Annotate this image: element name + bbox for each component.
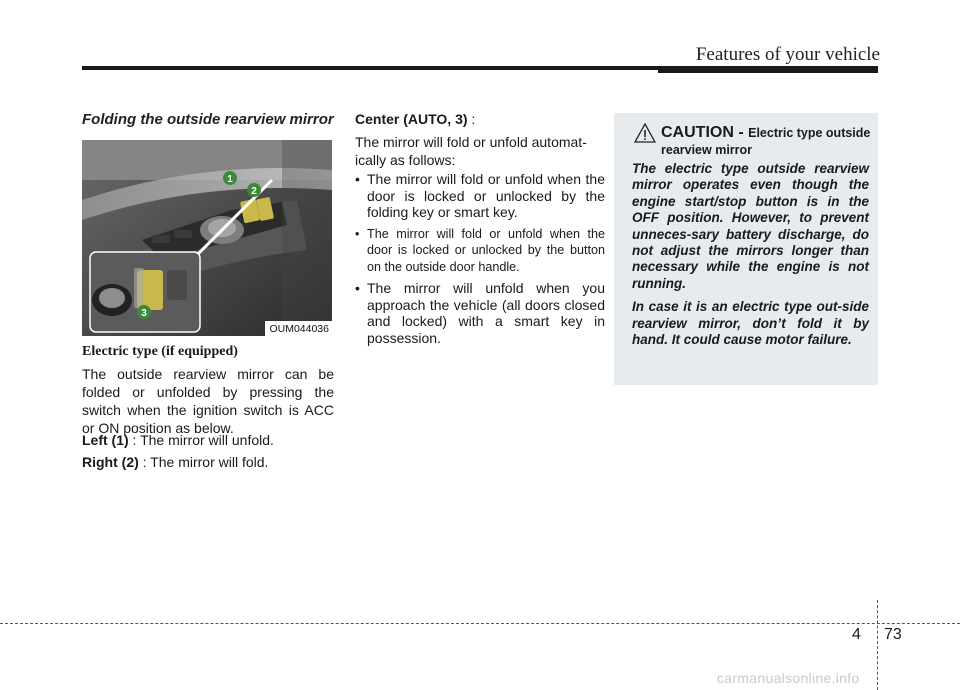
right-function [82, 454, 268, 470]
right-label: Right (2) [82, 454, 139, 470]
watermark: carmanualsonline.info [717, 670, 860, 686]
auto-fold-list [355, 171, 605, 351]
caution-label: CAUTION - [661, 124, 749, 141]
list-item: • The mirror will fold or unfold when the door is locked or unlocked by the button on the outside door handle. [355, 226, 605, 276]
page-number: 73 [884, 626, 902, 643]
center-auto-heading [355, 111, 475, 127]
callout-2: 2 [251, 186, 257, 197]
center-auto-label: Center (AUTO, 3) [355, 111, 468, 127]
caution-text [632, 161, 869, 355]
figure-code: OUM044036 [265, 321, 332, 336]
warning-triangle-icon [634, 123, 656, 143]
footer-vertical-divider [877, 600, 878, 690]
caution-title [661, 124, 871, 159]
mirror-switch-figure [82, 140, 332, 336]
caution-paragraph-2: In case it is an electric type out-side rearview mirror, don’t fold it by hand. It could cause motor failure. [632, 299, 869, 348]
footer-divider [0, 623, 960, 624]
caution-box [614, 113, 878, 385]
caution-subject: Electric type outside rearview mirror [661, 126, 871, 157]
callout-1: 1 [227, 174, 233, 185]
electric-type-body: The outside rearview mirror can be folded or unfolded by pressing the switch when the ignition switch is ACC or ON position as below. [82, 366, 334, 436]
left-label: Left (1) [82, 432, 129, 448]
list-item: • The mirror will fold or unfold when the door is locked or unlocked by the folding key or smart key. [355, 171, 605, 221]
list-item: • The mirror will unfold when you approach the vehicle (all doors closed and locked) with a smart key in possession. [355, 280, 605, 346]
caution-paragraph-1: The electric type outside rearview mirror operates even though the engine start/stop button is in the OFF position. However, to prevent unneces-sary battery discharge, do not adjust the mirrors longer than necessary while the engine is not running. [632, 161, 869, 291]
chapter-number: 4 [852, 626, 861, 643]
center-auto-suffix: : [467, 111, 476, 127]
right-text: : The mirror will fold. [138, 454, 269, 470]
center-auto-intro: The mirror will fold or unfold automat-ically as follows: [355, 134, 587, 168]
page-header-title: Features of your vehicle [695, 44, 880, 65]
section-heading: Folding the outside rearview mirror [82, 111, 334, 128]
left-text: : The mirror will unfold. [128, 432, 274, 448]
mirror-switch-photo [82, 140, 332, 336]
left-function [82, 432, 274, 448]
electric-type-subheading: Electric type (if equipped) [82, 344, 238, 359]
callout-3: 3 [141, 308, 147, 319]
header-rule-thick [658, 66, 878, 73]
